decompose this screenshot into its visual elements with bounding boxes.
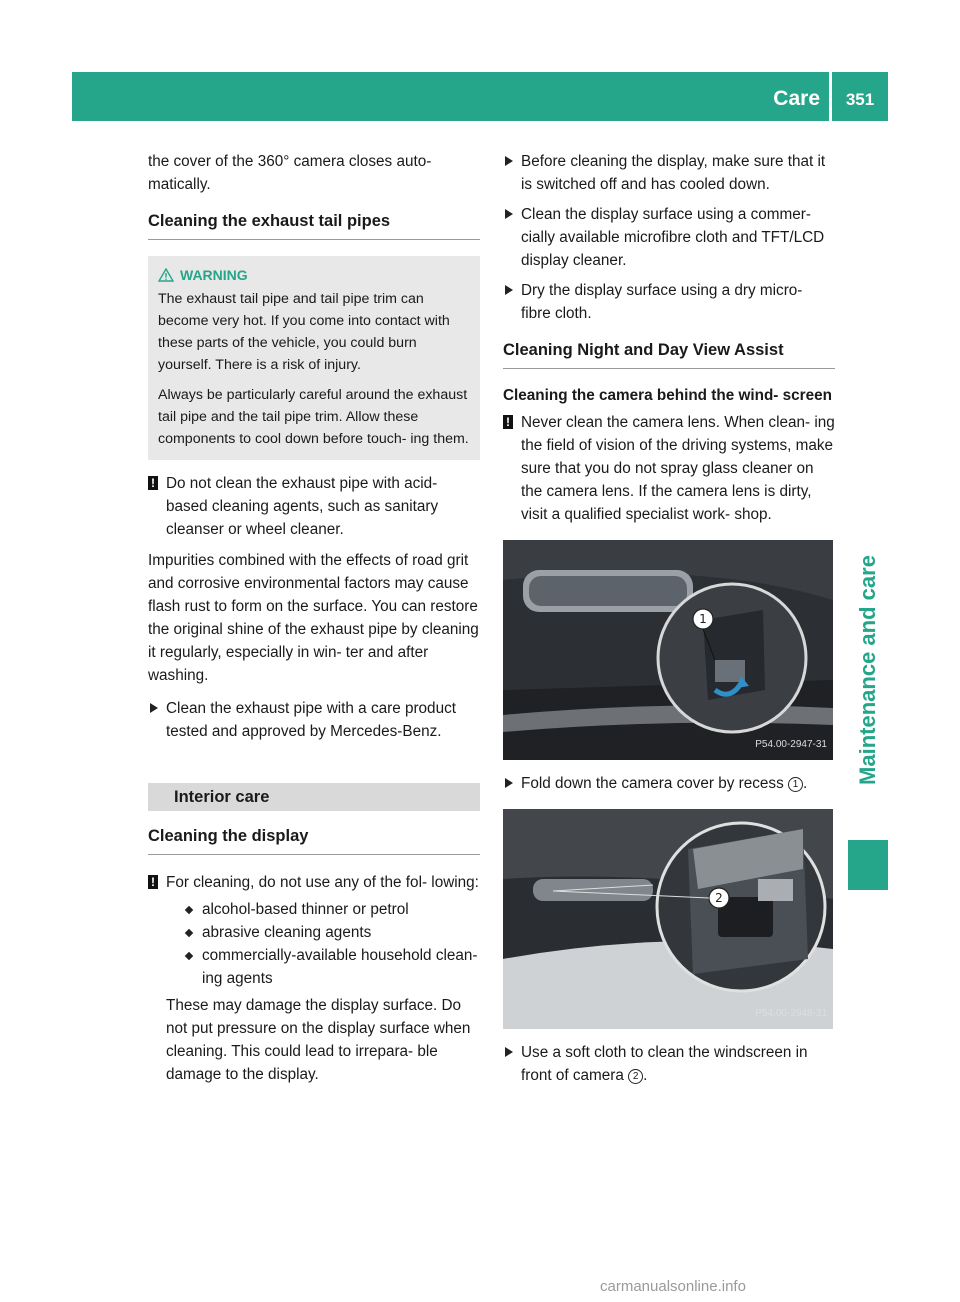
header-bar [72, 72, 888, 121]
figure-code: P54.00-2948-31 [755, 1008, 827, 1019]
list-item-text: abrasive cleaning agents [202, 924, 372, 941]
step-clean-surface [503, 203, 835, 272]
list-item [184, 944, 480, 990]
warning-box [148, 256, 480, 460]
exclamation-icon: ! [148, 476, 158, 490]
step-arrow-icon [150, 703, 158, 713]
step-clean-windscreen [503, 1041, 835, 1087]
bullet-icon [185, 929, 193, 937]
warning-header [158, 264, 472, 286]
exclamation-icon: ! [148, 875, 158, 889]
step-dry-surface [503, 279, 835, 325]
step-arrow-icon [505, 209, 513, 219]
step-text-end: . [802, 775, 808, 792]
right-column [503, 150, 835, 1094]
list-item-text: commercially-available household clean- ing agents [202, 947, 478, 987]
step-arrow-icon [505, 778, 513, 788]
figure-camera-cover [503, 540, 833, 760]
section-title: Care [773, 87, 820, 110]
side-tab-marker [848, 840, 888, 890]
callout-2-icon: 2 [628, 1069, 643, 1084]
bullet-icon [185, 906, 193, 914]
heading-night-view: Cleaning Night and Day View Assist [503, 339, 835, 369]
warning-text: Always be particularly careful around the exhaust tail pipe and the tail pipe trim. Allow these components to cool down before touch- ing them. [158, 387, 469, 447]
note-exhaust [148, 472, 480, 541]
page-number: 351 [845, 90, 875, 109]
note-tail-text: These may damage the display surface. Do not put pressure on the display surface when cleaning. This could lead to irrepara- ble damage to the display. [166, 997, 471, 1083]
side-tab-label: Maintenance and care [855, 555, 880, 785]
note-text: Never clean the camera lens. When clean- ing the field of vision of the driving systems, make sure that you do not spray glass cleaner on the camera lens. If the camera lens is dirty, visit a qualified specialist work- shop. [521, 414, 835, 523]
note-display [148, 871, 480, 1086]
bullet-icon [185, 952, 193, 960]
list-item [184, 921, 480, 944]
warning-title: WARNING [180, 267, 248, 283]
list-item [184, 898, 480, 921]
bullet-list [184, 898, 480, 990]
heading-interior-care: Interior care [148, 783, 480, 811]
warning-text: The exhaust tail pipe and tail pipe trim can become very hot. If you come into contact with these parts of the vehicle, you could burn yourself. There is a risk of injury. [158, 291, 450, 373]
step-text: Clean the exhaust pipe with a care product tested and approved by Mercedes-Benz. [166, 700, 456, 740]
step-text: Dry the display surface using a dry micro- fibre cloth. [521, 282, 803, 322]
windscreen-camera-illustration [503, 809, 833, 1029]
figure-code: P54.00-2947-31 [755, 739, 827, 750]
side-tab [848, 150, 888, 785]
step-text: Before cleaning the display, make sure that it is switched off and has cooled down. [521, 153, 826, 193]
warning-triangle-icon [158, 268, 174, 282]
note-text: Do not clean the exhaust pipe with acid- based cleaning agents, such as sanitary cleanser or wheel cleaner. [166, 475, 439, 538]
heading-exhaust: Cleaning the exhaust tail pipes [148, 210, 480, 240]
step-text: Use a soft cloth to clean the windscreen in front of camera [521, 1044, 808, 1084]
svg-text:2: 2 [715, 891, 723, 905]
paragraph-rust: Impurities combined with the effects of road grit and corrosive environmental factors may cause flash rust to form on the surface. You can restore the original shine of the exhaust pipe by cleaning it regularly, especially in win- ter and after washing. [148, 552, 479, 684]
intro-text: the cover of the 360° camera closes auto- matically. [148, 153, 432, 193]
step-text: Fold down the camera cover by recess [521, 775, 788, 792]
step-text: Clean the display surface using a commer- cially available microfibre cloth and TFT/LCD display cleaner. [521, 206, 825, 269]
camera-cover-illustration [503, 540, 833, 760]
step-arrow-icon [505, 156, 513, 166]
heading-camera: Cleaning the camera behind the wind- screen [503, 387, 832, 404]
list-item-text: alcohol-based thinner or petrol [202, 901, 409, 918]
step-fold-cover [503, 772, 835, 795]
figure-windscreen-camera [503, 809, 833, 1029]
step-clean-exhaust [148, 697, 480, 743]
step-text-end: . [643, 1067, 648, 1084]
step-arrow-icon [505, 285, 513, 295]
left-column [148, 150, 480, 1094]
exclamation-icon: ! [503, 415, 513, 429]
svg-text:1: 1 [699, 612, 707, 626]
step-arrow-icon [505, 1047, 513, 1057]
step-switch-off [503, 150, 835, 196]
heading-display: Cleaning the display [148, 825, 480, 855]
footer-watermark[interactable]: carmanualsonline.info [600, 1278, 746, 1295]
note-text: For cleaning, do not use any of the fol- lowing: [166, 874, 479, 891]
note-camera [503, 411, 835, 526]
callout-1-icon: 1 [788, 777, 803, 792]
